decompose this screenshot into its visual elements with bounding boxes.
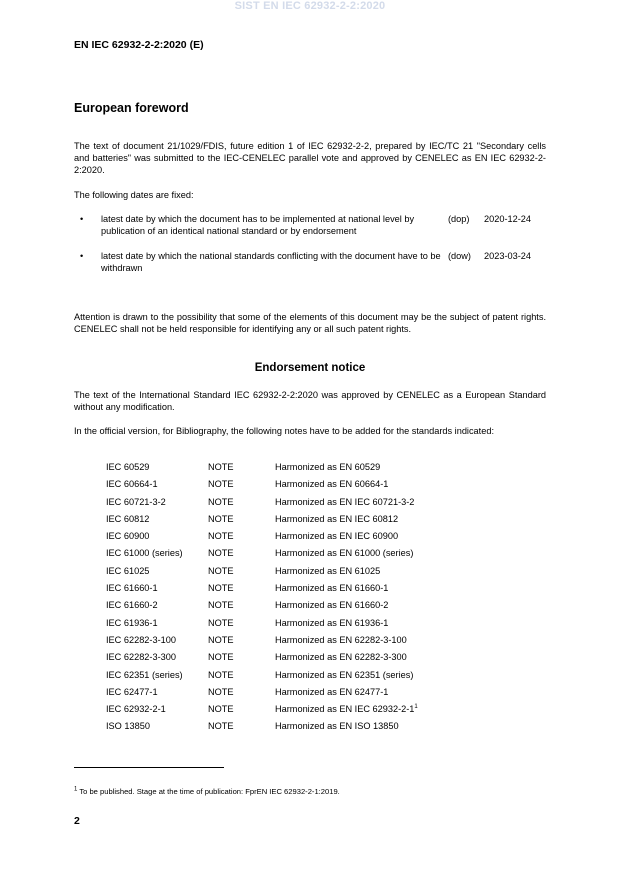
- standard-reference: ISO 13850: [106, 721, 150, 732]
- standard-reference: IEC 62932-2-1: [106, 704, 166, 715]
- harmonized-text: Harmonized as EN ISO 13850: [275, 721, 399, 732]
- document-header: EN IEC 62932-2-2:2020 (E): [74, 39, 204, 51]
- standard-reference: IEC 61025: [106, 565, 150, 576]
- note-label: NOTE: [208, 669, 234, 680]
- note-label: NOTE: [208, 721, 234, 732]
- harmonized-text: Harmonized as EN 60529: [275, 462, 381, 472]
- harmonized-text: Harmonized as EN 61660-1: [275, 583, 389, 594]
- note-label: NOTE: [208, 634, 234, 645]
- standard-reference: IEC 62477-1: [106, 686, 158, 697]
- page-number: 2: [74, 815, 80, 827]
- standard-reference: IEC 61660-2: [106, 600, 158, 611]
- standard-reference: IEC 62351 (series): [106, 669, 183, 680]
- note-label: NOTE: [208, 548, 234, 559]
- harmonized-as: [275, 721, 399, 731]
- patent-attention: Attention is drawn to the possibility that some of the elements of this document may be the subject of patent rights. CENELEC shall not be held responsible for identifying any or all such patent rights.: [74, 312, 546, 334]
- harmonized-as: [275, 497, 414, 507]
- harmonized-text: Harmonized as EN 61660-2: [275, 600, 389, 611]
- foreword-intro: The text of document 21/1029/FDIS, future edition 1 of IEC 62932-2-2, prepared by IEC/TC 21 "Secondary cells and batteries" was submitted to the IEC-CENELEC parallel vote and approved by CENELEC as EN IEC 62932-2-2:2020.: [74, 141, 546, 175]
- harmonized-as: [275, 687, 388, 697]
- note-label: NOTE: [208, 600, 234, 611]
- note-label: NOTE: [208, 479, 234, 490]
- note-label: NOTE: [208, 583, 234, 594]
- note-label: NOTE: [208, 652, 234, 663]
- dates-intro: The following dates are fixed:: [74, 190, 194, 200]
- harmonized-as: [275, 600, 388, 610]
- harmonized-text: Harmonized as EN 61025: [275, 565, 381, 576]
- date-item-abbr: (dop): [448, 214, 470, 224]
- footnote-reference: 1: [414, 704, 418, 711]
- harmonized-text: Harmonized as EN 61936-1: [275, 617, 389, 628]
- harmonized-text: Harmonized as EN 60664-1: [275, 479, 389, 490]
- standard-reference: IEC 62282-3-300: [106, 652, 176, 663]
- foreword-title: European foreword: [74, 101, 189, 115]
- note-label: NOTE: [208, 686, 234, 697]
- footnote-text: To be published. Stage at the time of publication: FprEN IEC 62932-2-1:2019.: [79, 787, 340, 796]
- harmonized-as: [275, 652, 407, 662]
- harmonized-text: Harmonized as EN 62351 (series): [275, 669, 414, 680]
- date-item-text: latest date by which the document has to be implemented at national level by publication of an identical national standard or by endorsement: [101, 214, 415, 236]
- harmonized-as: [275, 531, 398, 541]
- harmonized-text: Harmonized as EN 62477-1: [275, 686, 389, 697]
- watermark: SIST EN IEC 62932-2-2:2020: [234, 0, 386, 12]
- date-item-text: latest date by which the national standards conflicting with the document have to be withdrawn: [101, 251, 441, 273]
- note-label: NOTE: [208, 617, 234, 628]
- standard-reference: IEC 60812: [106, 513, 150, 524]
- endorsement-title: Endorsement notice: [254, 362, 366, 374]
- harmonized-text: Harmonized as EN 61000 (series): [275, 548, 414, 559]
- harmonized-as: [275, 514, 398, 524]
- note-label: NOTE: [208, 513, 234, 524]
- standard-reference: IEC 62282-3-100: [106, 634, 176, 645]
- harmonized-as: [275, 583, 388, 593]
- note-label: NOTE: [208, 565, 234, 576]
- harmonized-as: [275, 670, 413, 680]
- footnote: [74, 787, 340, 796]
- harmonized-as: [275, 548, 413, 558]
- harmonized-as: [275, 462, 380, 472]
- bullet-icon: •: [80, 251, 84, 261]
- standard-reference: IEC 60529: [106, 462, 150, 472]
- harmonized-text: Harmonized as EN IEC 60721-3-2: [275, 496, 415, 507]
- standard-reference: IEC 61000 (series): [106, 548, 183, 559]
- harmonized-as: [275, 479, 388, 489]
- bibliography-notes-intro: In the official version, for Bibliography, the following notes have to be added for the standards indicated:: [74, 426, 494, 436]
- standard-reference: IEC 61660-1: [106, 583, 158, 594]
- date-item-date: 2020-12-24: [484, 214, 531, 224]
- harmonized-text: Harmonized as EN 62282-3-300: [275, 652, 407, 663]
- endorsement-text: The text of the International Standard IEC 62932-2-2:2020 was approved by CENELEC as a European Standard without any modification.: [74, 390, 546, 412]
- footnote-divider: [74, 767, 224, 768]
- standard-reference: IEC 60721-3-2: [106, 496, 166, 507]
- standard-reference: IEC 60664-1: [106, 479, 158, 490]
- date-item-date: 2023-03-24: [484, 251, 531, 261]
- harmonized-text: Harmonized as EN IEC 60900: [275, 531, 399, 542]
- note-label: NOTE: [208, 496, 234, 507]
- harmonized-as: [275, 635, 407, 645]
- bullet-icon: •: [80, 214, 84, 224]
- harmonized-text: Harmonized as EN IEC 60812: [275, 513, 399, 524]
- harmonized-as: [275, 566, 380, 576]
- harmonized-as: [275, 704, 418, 714]
- harmonized-as: [275, 618, 388, 628]
- standard-reference: IEC 60900: [106, 531, 150, 542]
- date-item-abbr: (dow): [448, 251, 471, 261]
- harmonized-text: Harmonized as EN 62282-3-100: [275, 634, 407, 645]
- harmonized-text: Harmonized as EN IEC 62932-2-1: [275, 704, 415, 715]
- standard-reference: IEC 61936-1: [106, 617, 158, 628]
- note-label: NOTE: [208, 531, 234, 542]
- note-label: NOTE: [208, 462, 234, 472]
- note-label: NOTE: [208, 704, 234, 715]
- footnote-marker: 1: [74, 786, 78, 793]
